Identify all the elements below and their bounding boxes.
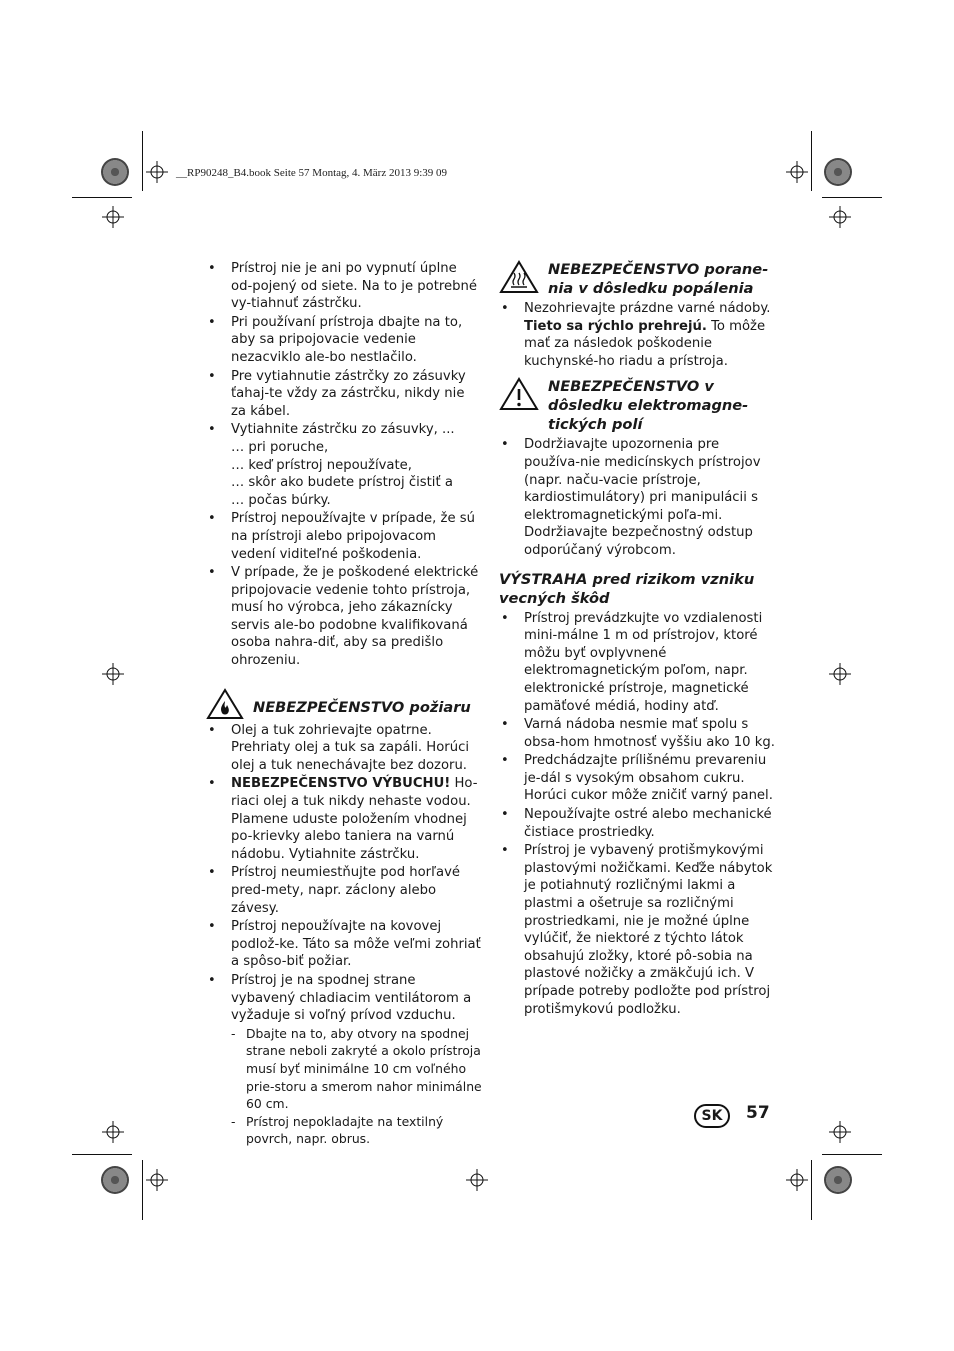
color-disc-icon — [824, 158, 852, 186]
list-item: • Prístroj neumiestňujte pod horľavé pred-mety, napr. záclony alebo závesy. — [206, 864, 482, 917]
registration-mark-icon — [146, 161, 168, 183]
em-list — [499, 436, 775, 559]
unplug-line: … skôr ako budete prístroj čistiť a — [231, 475, 453, 491]
sub-item: - Prístroj nepokladajte na textilný povrch, napr. obrus. — [231, 1113, 482, 1148]
em-warning-title: NEBEZPEČENSTVO v dôsledku elektromagne-tických polí — [548, 378, 749, 434]
list-item: • Predchádzajte prílišnému prevareniu je-dál s vysokým obsahom cukru. Horúci cukor môže zničiť varný panel. — [499, 752, 775, 805]
registration-mark-icon — [102, 206, 124, 228]
ventilation-sublist — [231, 1025, 482, 1148]
registration-mark-icon — [786, 1169, 808, 1191]
list-item: • Pre vytiahnutie zástrčky zo zásuvky ťahaj-te vždy za zástrčku, nikdy nie za kábel. — [206, 368, 482, 421]
crop-mark — [811, 131, 812, 191]
fire-list — [206, 722, 482, 1148]
registration-mark-icon — [146, 1169, 168, 1191]
right-column — [499, 260, 775, 1019]
registration-mark-icon — [102, 1121, 124, 1143]
explosion-warning: NEBEZPEČENSTVO VÝBUCHU! — [231, 776, 451, 792]
burn-warning-heading — [499, 260, 775, 298]
left-column — [206, 260, 482, 1149]
list-item: • Olej a tuk zohrievajte opatrne. Prehriaty olej a tuk sa zapáli. Horúci olej a tuk nenechávajte bez dozoru. — [206, 722, 482, 775]
color-disc-icon — [824, 1166, 852, 1194]
crop-mark — [142, 131, 143, 191]
color-disc-icon — [101, 1166, 129, 1194]
list-item: • Prístroj prevádzkujte vo vzdialenosti mini-málne 1 m od prístrojov, ktoré môžu byť ovplyvnené elektromagnetickým poľom, napr. elektronické prístroje, magnetické pamäťové médiá, hodiny atď. — [499, 610, 775, 716]
crop-mark — [811, 1160, 812, 1220]
damage-list — [499, 610, 775, 1019]
list-item: • Dodržiavajte upozornenia pre používa-nie medicínskych prístrojov (napr. naču-vacie prístroje, kardiostimulátory) pri manipulácii s elektromagnetickými poľa-mi. Dodržiavajte bezpečnostný odstup odporúčaný výrobcom. — [499, 436, 775, 559]
sub-item: - Dbajte na to, aby otvory na spodnej strane neboli zakryté a okolo prístroja musí byť minimálne 10 cm voľného prie-storu a smerom nahor minimálne 60 cm. — [231, 1025, 482, 1113]
list-item: • Pri používaní prístroja dbajte na to, aby sa pripojovacie vedenie nezacviklo ale-bo nestlačilo. — [206, 314, 482, 367]
registration-mark-icon — [829, 1121, 851, 1143]
list-item: • Prístroj nie je ani po vypnutí úplne od-pojený od siete. Na to je potrebné vy-tiahnuť zástrčku. — [206, 260, 482, 313]
list-item: • Prístroj nepoužívajte na kovovej podlož-ke. Táto sa môže veľmi zohriať a spôso-biť požiar. — [206, 918, 482, 971]
unplug-line: … keď prístroj nepoužívate, — [231, 457, 412, 473]
language-badge: SK — [694, 1104, 730, 1128]
registration-mark-icon — [466, 1169, 488, 1191]
page-number: 57 — [746, 1103, 770, 1123]
crop-mark — [72, 197, 132, 198]
registration-mark-icon — [786, 161, 808, 183]
list-item: • Nepoužívajte ostré alebo mechanické čistiace prostriedky. — [499, 806, 775, 841]
list-item: • Prístroj je vybavený protišmykovými plastovými nožičkami. Keďže nábytok je potiahnutý rozličnými lakmi a plastmi a ošetruje sa rozličnými prostriedkami, nie je možné úplne vylúčiť, že niektoré z týchto látok obsahujú zložky, ktoré pô-sobia na plastové nožičky a zmäkčujú ich. V prípade potreby podložte pod prístroj protišmykovú podložku. — [499, 842, 775, 1018]
fire-warning-icon — [206, 688, 244, 720]
registration-mark-icon — [829, 663, 851, 685]
crop-mark — [822, 197, 882, 198]
em-warning-heading — [499, 377, 775, 434]
crop-mark — [142, 1160, 143, 1220]
list-item: • Varná nádoba nesmie mať spolu s obsa-hom hmotnosť vyššiu ako 10 kg. — [499, 716, 775, 751]
color-disc-icon — [101, 158, 129, 186]
fire-warning-heading — [206, 688, 482, 720]
list-item: • Prístroj nepoužívajte v prípade, že sú na prístroji alebo pripojovacom vedení viditeľné poškodenia. — [206, 510, 482, 563]
ventilation-text: Prístroj je na spodnej strane vybavený chladiacim ventilátorom a vyžaduje si voľný prívod vzduchu. — [231, 972, 472, 1024]
list-item: • Nezohrievajte prázdne varné nádoby. Tieto sa rýchlo prehrejú. To môže mať za následok poškodenie kuchynské-ho riadu a prístroja. — [499, 300, 775, 370]
print-header: __RP90248_B4.book Seite 57 Montag, 4. März 2013 9:39 09 — [176, 167, 448, 179]
list-item: • NEBEZPEČENSTVO VÝBUCHU! Ho-riaci olej a tuk nikdy nehaste vodou. Plamene uduste položením vhodnej po-krievky alebo taniera na varnú nádobu. Vytiahnite zástrčku. — [206, 775, 482, 863]
safety-list — [206, 260, 482, 670]
unplug-line: … počas búrky. — [231, 492, 331, 508]
fire-warning-title: NEBEZPEČENSTVO požiaru — [253, 698, 471, 716]
damage-warning-title: VÝSTRAHA pred rizikom vzniku vecných škôd — [499, 570, 755, 607]
list-item: • V prípade, že je poškodené elektrické pripojovacie vedenie tohto prístroja, musí ho výrobca, jeho zákaznícky servis ale-bo podobne kvalifikovaná osoba nahra-diť, aby sa predišlo ohrozeniu. — [206, 564, 482, 670]
burn-list — [499, 300, 775, 370]
crop-mark — [822, 1154, 882, 1155]
list-item — [206, 421, 482, 509]
registration-mark-icon — [102, 663, 124, 685]
crop-mark — [72, 1154, 132, 1155]
exclamation-warning-icon — [499, 377, 539, 411]
list-item — [206, 972, 482, 1148]
registration-mark-icon — [829, 206, 851, 228]
unplug-line: … pri poruche, — [231, 439, 329, 455]
unplug-intro: Vytiahnite zástrčku zo zásuvky, ... — [231, 422, 455, 438]
burn-warning-title: NEBEZPEČENSTVO porane-nia v dôsledku popálenia — [548, 261, 769, 297]
hot-surface-warning-icon — [499, 260, 539, 294]
